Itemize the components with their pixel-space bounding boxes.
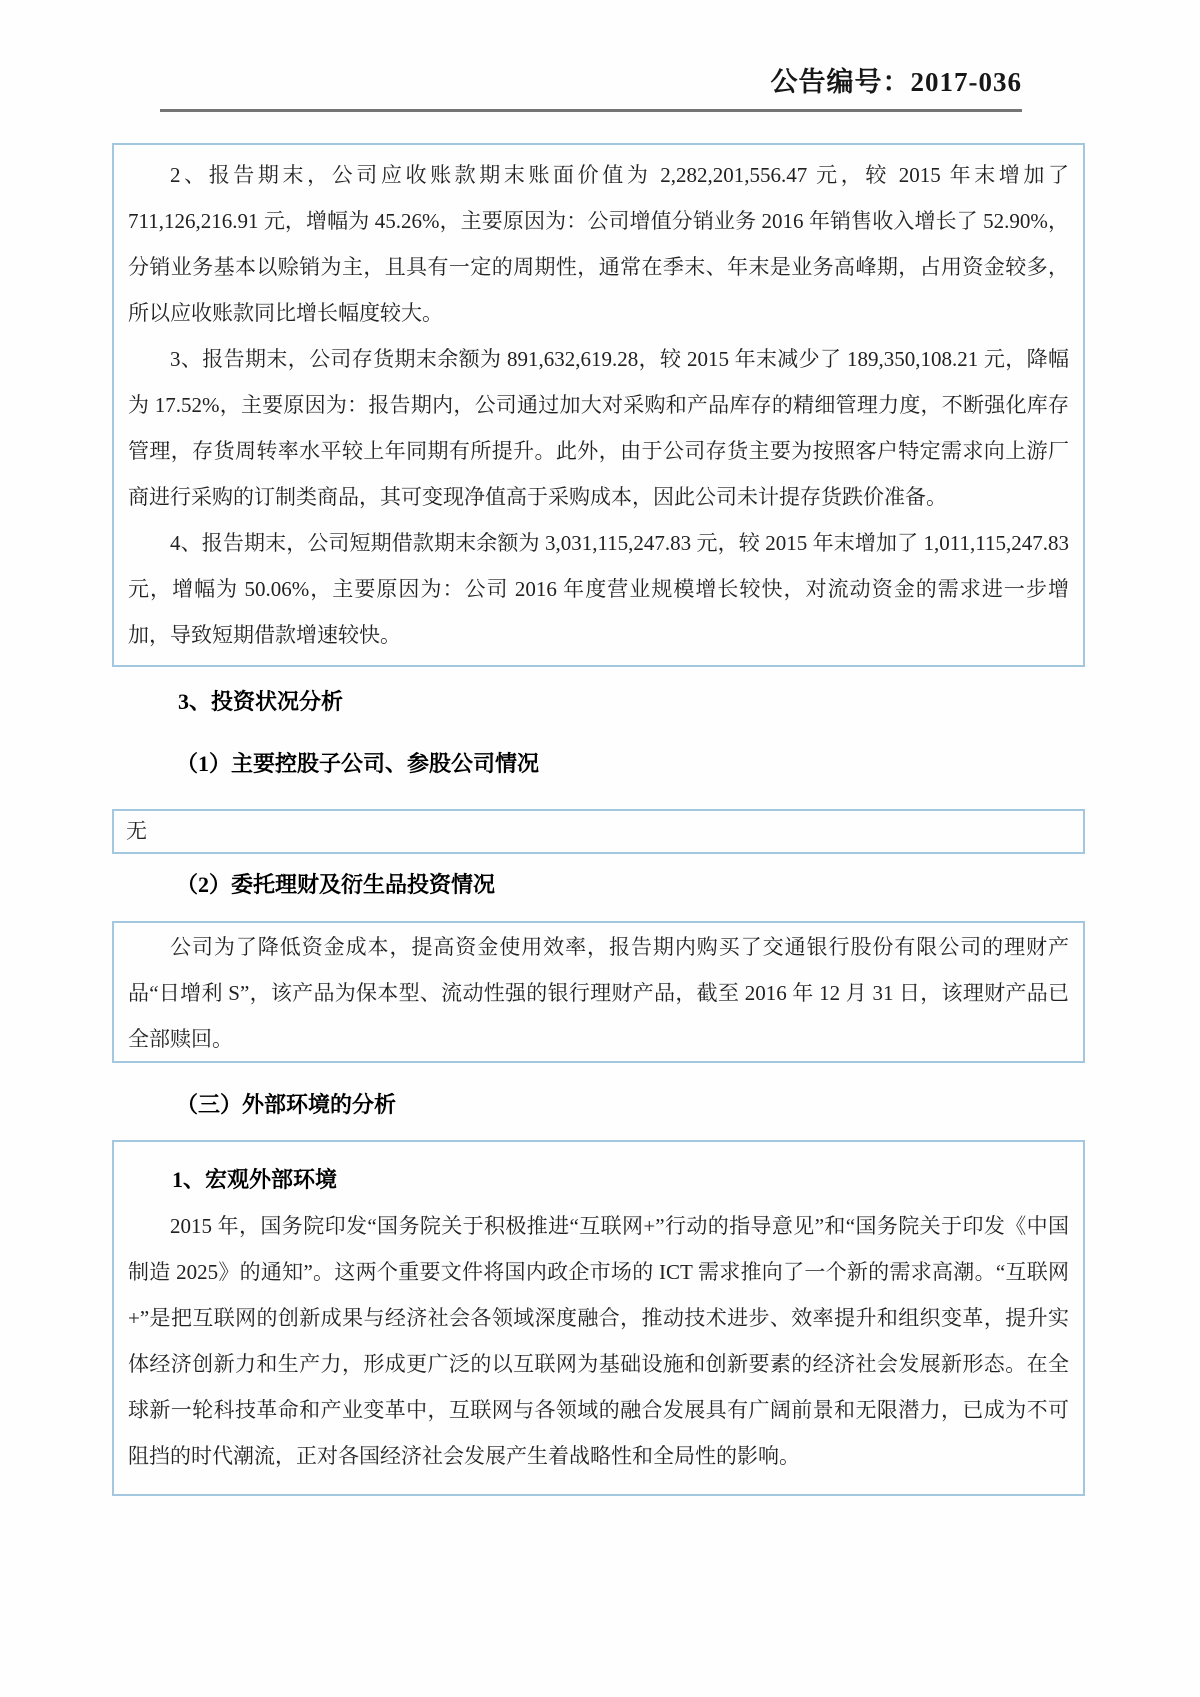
none-text: 无 (126, 819, 147, 843)
section-investment-analysis-title: 3、投资状况分析 (178, 689, 344, 714)
page-header (160, 60, 1022, 112)
macro-environment-box (112, 1140, 1085, 1496)
paragraph-short-term-loans: 4、报告期末，公司短期借款期末余额为 3,031,115,247.83 元，较 2015 年末增加了 1,011,115,247.83 元，增幅为 50.06%，主要原因为：公司 2016 年度营业规模增长较快，对流动资金的需求进一步增加，导致短期借款增速较快。 (128, 531, 1069, 647)
subsection-subsidiaries-title: （1）主要控股子公司、参股公司情况 (176, 751, 540, 776)
paragraph-macro-environment: 2015 年，国务院印发“国务院关于积极推进“互联网+”行动的指导意见”和“国务院关于印发《中国制造 2025》的通知”。这两个重要文件将国内政企市场的 ICT 需求推向了一个新的需求高潮。“互联网+”是把互联网的创新成果与经济社会各领域深度融合，推动技术进步、效率提升和组织变革，提升实体经济创新力和生产力，形成更广泛的以互联网为基础设施和创新要素的经济社会发展新形态。在全球新一轮科技革命和产业变革中，互联网与各领域的融合发展具有广阔前景和无限潜力，已成为不可阻挡的时代潮流，正对各国经济社会发展产生着战略性和全局性的影响。 (128, 1214, 1069, 1468)
wealth-management-box (112, 921, 1085, 1063)
financial-notes-box (112, 143, 1085, 667)
paragraph-inventory: 3、报告期末，公司存货期末余额为 891,632,619.28，较 2015 年末减少了 189,350,108.21 元，降幅为 17.52%，主要原因为：报告期内，公司通过加大对采购和产品库存的精细管理力度，不断强化库存管理，存货周转率水平较上年同期有所提升。此外，由于公司存货主要为按照客户特定需求向上游厂商进行采购的订制类商品，其可变现净值高于采购成本，因此公司未计提存货跌价准备。 (128, 347, 1069, 509)
section-external-environment-title: （三）外部环境的分析 (176, 1092, 397, 1117)
subsidiaries-none-box (112, 809, 1085, 854)
doc-number: 公告编号：2017-036 (770, 67, 1022, 97)
subsection-entrusted-wealth-title: （2）委托理财及衍生品投资情况 (176, 872, 496, 897)
macro-environment-subtitle: 1、宏观外部环境 (172, 1167, 338, 1192)
paragraph-wealth-management: 公司为了降低资金成本，提高资金使用效率，报告期内购买了交通银行股份有限公司的理财产品“日增利 S”，该产品为保本型、流动性强的银行理财产品，截至 2016 年 12 月 31 日，该理财产品已全部赎回。 (128, 935, 1069, 1051)
paragraph-accounts-receivable: 2、报告期末，公司应收账款期末账面价值为 2,282,201,556.47 元，较 2015 年末增加了 711,126,216.91 元，增幅为 45.26%，主要原因为：公司增值分销业务 2016 年销售收入增长了 52.90%，分销业务基本以赊销为主，且具有一定的周期性，通常在季末、年末是业务高峰期，占用资金较多，所以应收账款同比增长幅度较大。 (128, 163, 1069, 325)
